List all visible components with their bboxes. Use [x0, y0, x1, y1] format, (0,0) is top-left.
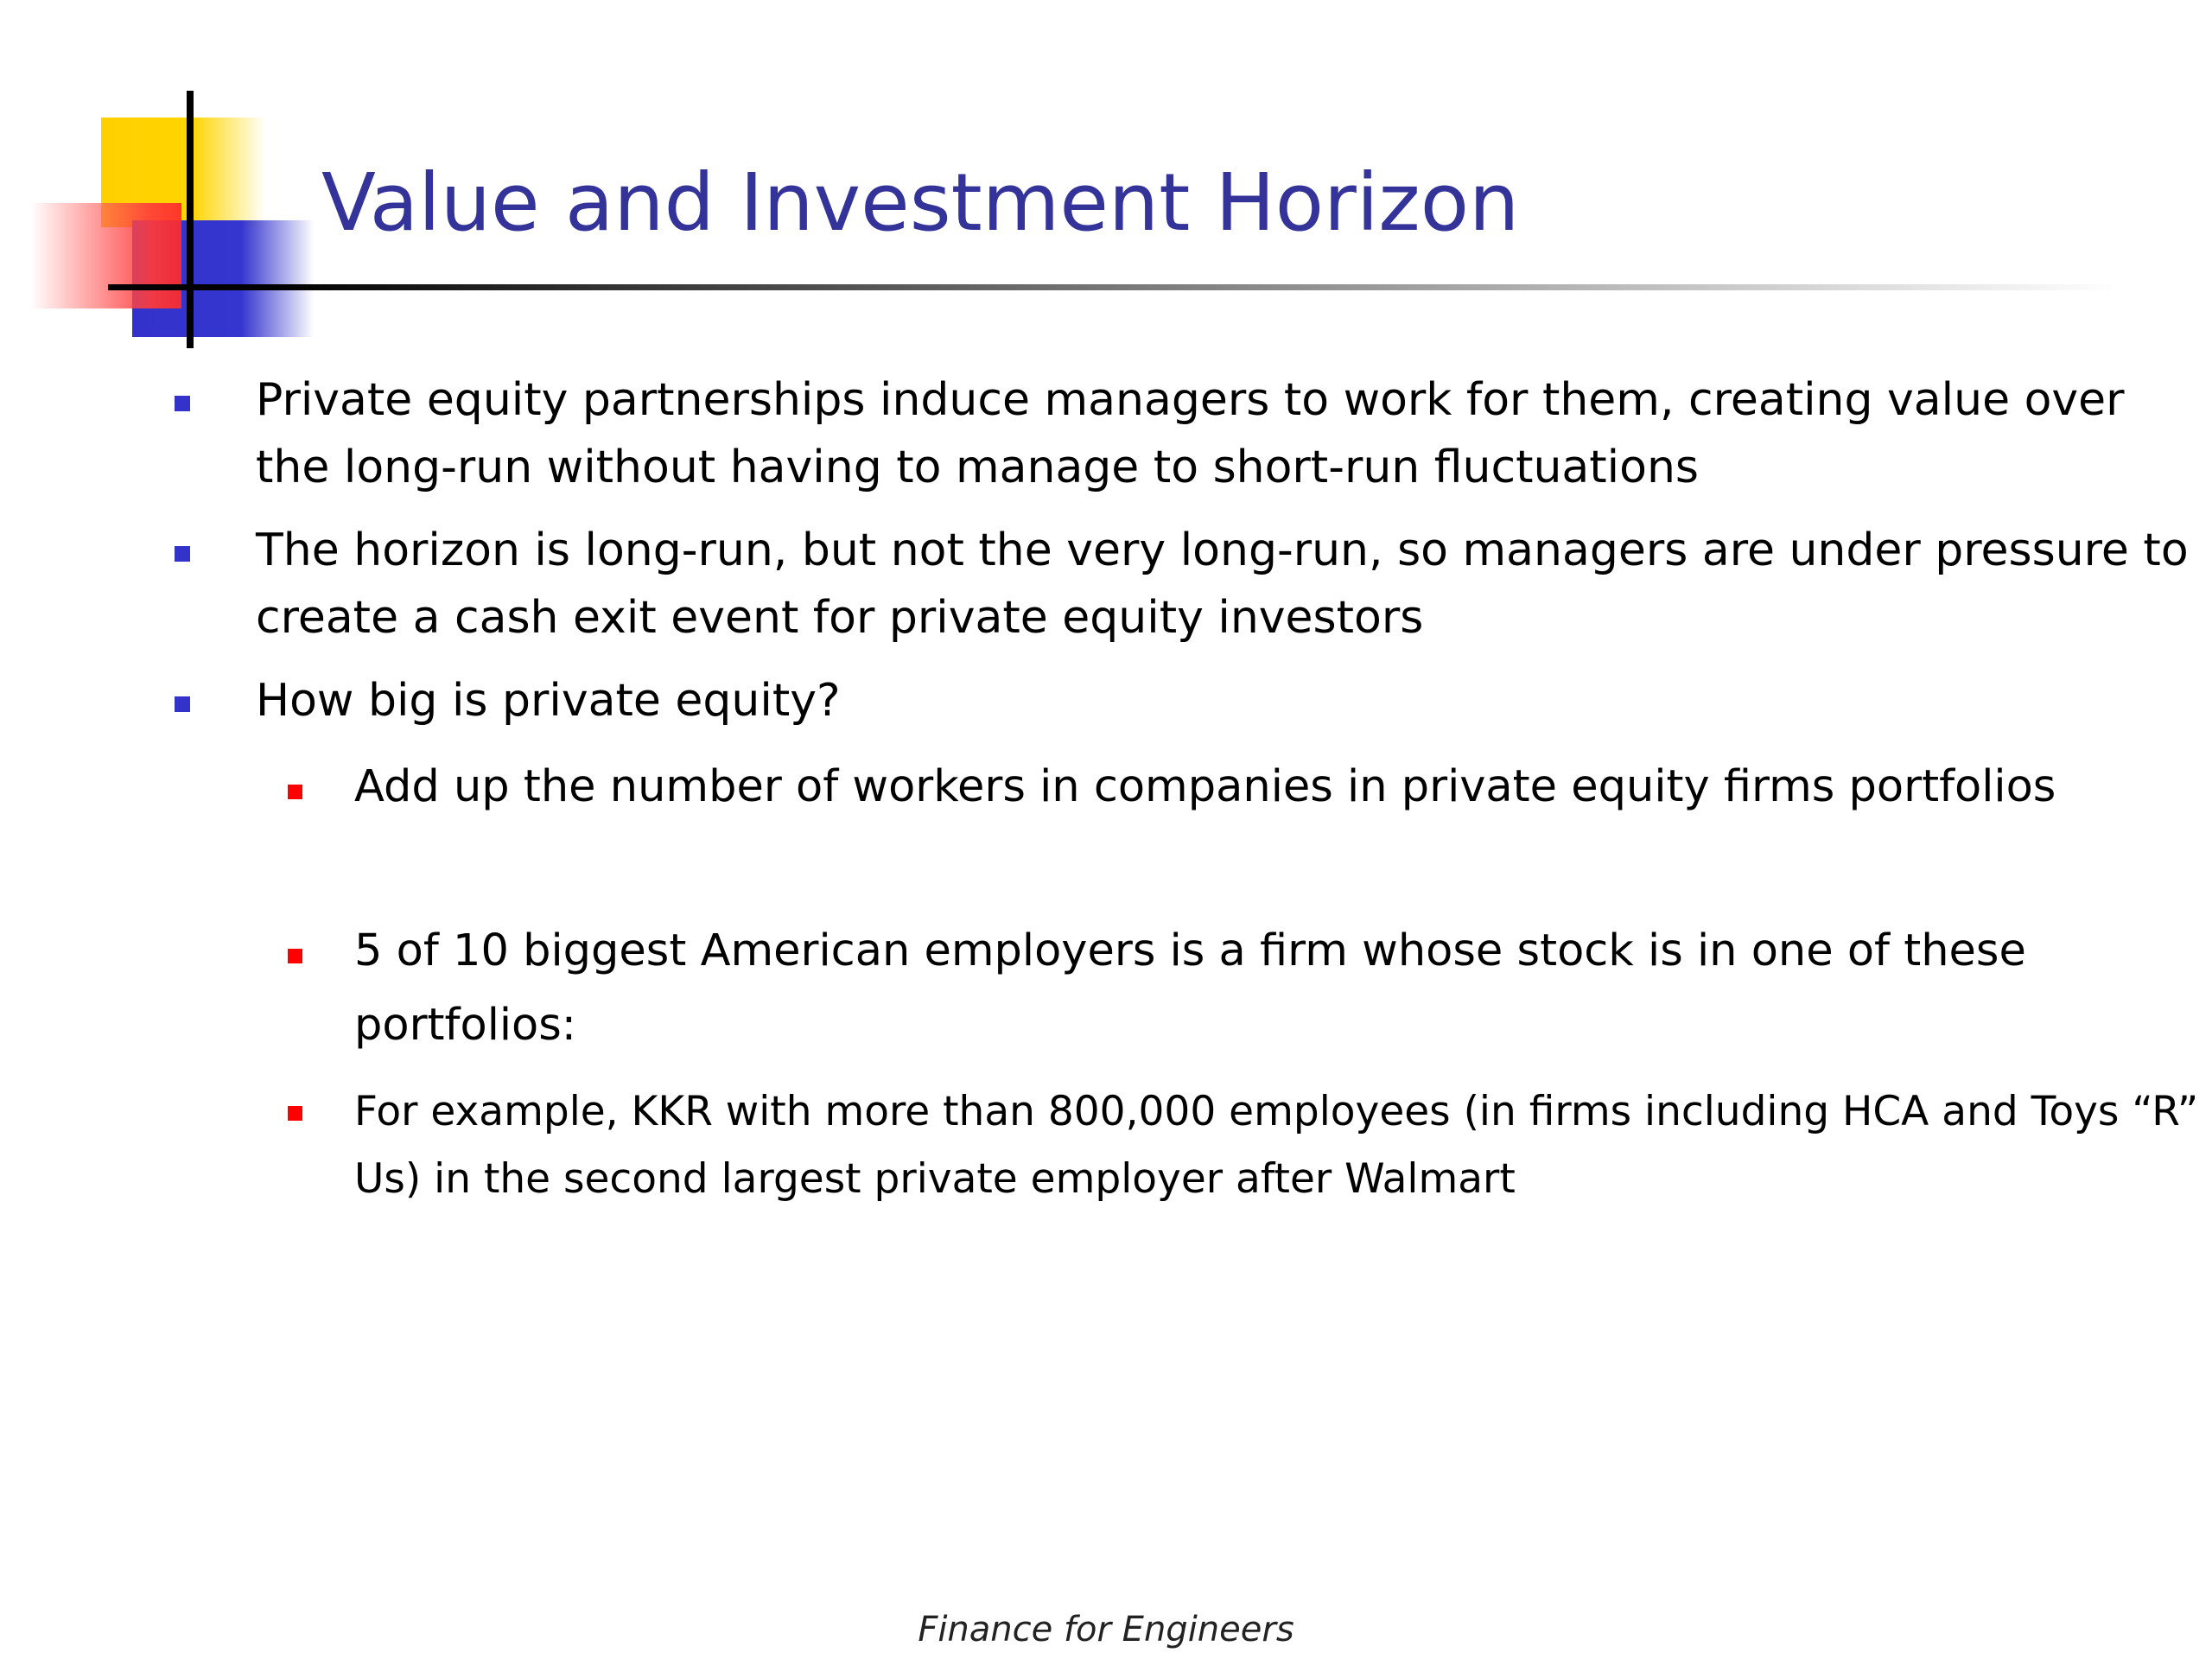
red-square-bullet-icon	[288, 1106, 302, 1121]
title-underline-divider	[108, 284, 2121, 290]
logo-vertical-line	[187, 91, 194, 348]
blue-square-bullet-icon	[175, 696, 190, 712]
sub-bullet-text: Add up the number of workers in companies in private equity firms portfolios	[354, 761, 2056, 812]
slide-title: Value and Investment Horizon	[321, 156, 1520, 249]
sub-bullet-text: 5 of 10 biggest American employers is a firm whose stock is in one of these portfolios:	[354, 925, 2026, 1051]
bullet-text: How big is private equity?	[256, 675, 841, 727]
red-square-bullet-icon	[288, 949, 302, 963]
blue-square-bullet-icon	[175, 546, 190, 562]
sub-bullet-text: For example, KKR with more than 800,000 employees (in firms including HCA and Toys “R” Us) in the second largest private employer after Walmart	[354, 1088, 2199, 1203]
slide-footer: Finance for Engineers	[918, 1610, 1294, 1649]
logo-red-square-icon	[30, 203, 181, 308]
red-square-bullet-icon	[288, 785, 302, 799]
blue-square-bullet-icon	[175, 396, 190, 411]
bullet-text: The horizon is long-run, but not the very long-run, so managers are under pressure to create a cash exit event for private equity investors	[256, 524, 2189, 644]
bullet-text: Private equity partnerships induce managers to work for them, creating value over the long-run without having to manage to short-run fluctuations	[256, 374, 2125, 493]
